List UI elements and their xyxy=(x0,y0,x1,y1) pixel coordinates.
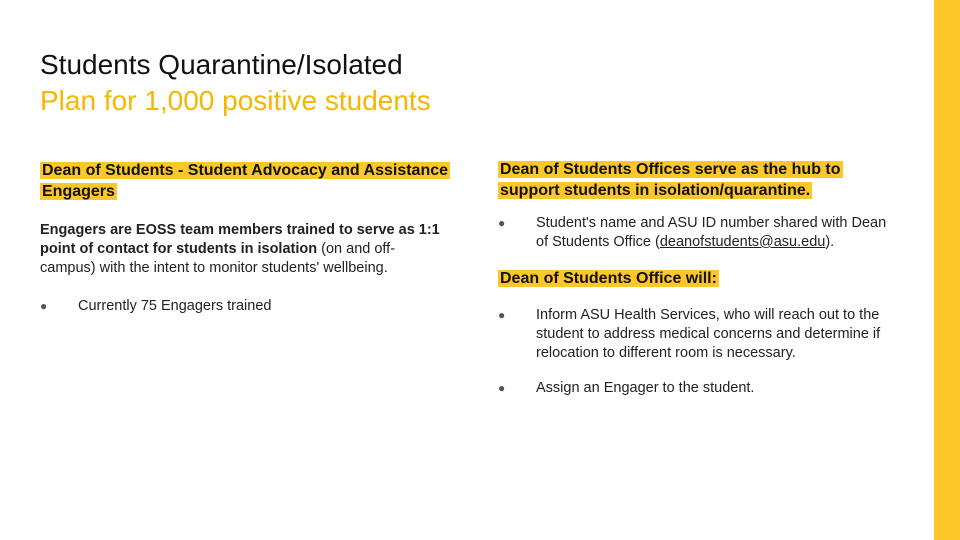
left-heading-text: Dean of Students - Student Advocacy and Assistance Engagers xyxy=(42,162,449,200)
office-actions-list xyxy=(498,306,898,398)
office-will-heading-text: Dean of Students Office will: xyxy=(500,270,717,287)
left-column xyxy=(40,160,450,316)
list-item xyxy=(498,306,898,363)
right-heading-text: Dean of Students Offices serve as the hub to support students in isolation/quarantine. xyxy=(500,161,841,199)
id-shared-text: Student's name and ASU ID number shared with Dean of Students Office ( xyxy=(536,215,887,250)
slide-subtitle: Plan for 1,000 positive students xyxy=(40,85,431,116)
engagers-description xyxy=(40,221,450,278)
list-item xyxy=(498,379,898,398)
bullet-icon: ● xyxy=(498,381,506,395)
bullet-icon: ● xyxy=(498,216,506,230)
slide-title: Students Quarantine/Isolated xyxy=(40,49,403,80)
action-health-services: Inform ASU Health Services, who will reach out to the student to address medical concerns and determine if relocation to different room is necessary. xyxy=(536,307,881,361)
engagers-count: Currently 75 Engagers trained xyxy=(78,298,272,314)
accent-bar xyxy=(934,0,960,540)
office-will-heading xyxy=(498,268,898,289)
list-item xyxy=(498,214,898,252)
action-assign-engager: Assign an Engager to the student. xyxy=(536,380,755,396)
engagers-description-bold: Engagers are EOSS team members trained to serve as 1:1 point of contact for students in isolation xyxy=(40,222,440,257)
id-shared-end: ). xyxy=(825,234,835,250)
dean-email-link[interactable]: deanofstudents@asu.edu xyxy=(659,234,826,250)
list-item xyxy=(40,297,450,316)
right-heading xyxy=(498,159,898,201)
bullet-icon: ● xyxy=(40,299,48,313)
bullet-icon: ● xyxy=(498,308,506,322)
right-column xyxy=(498,159,898,398)
engagers-description-rest: (on and off-campus) with the intent to monitor students' wellbeing. xyxy=(40,241,396,276)
left-bullet-list xyxy=(40,297,450,316)
left-heading xyxy=(40,160,450,202)
right-bullet-list xyxy=(498,214,898,252)
